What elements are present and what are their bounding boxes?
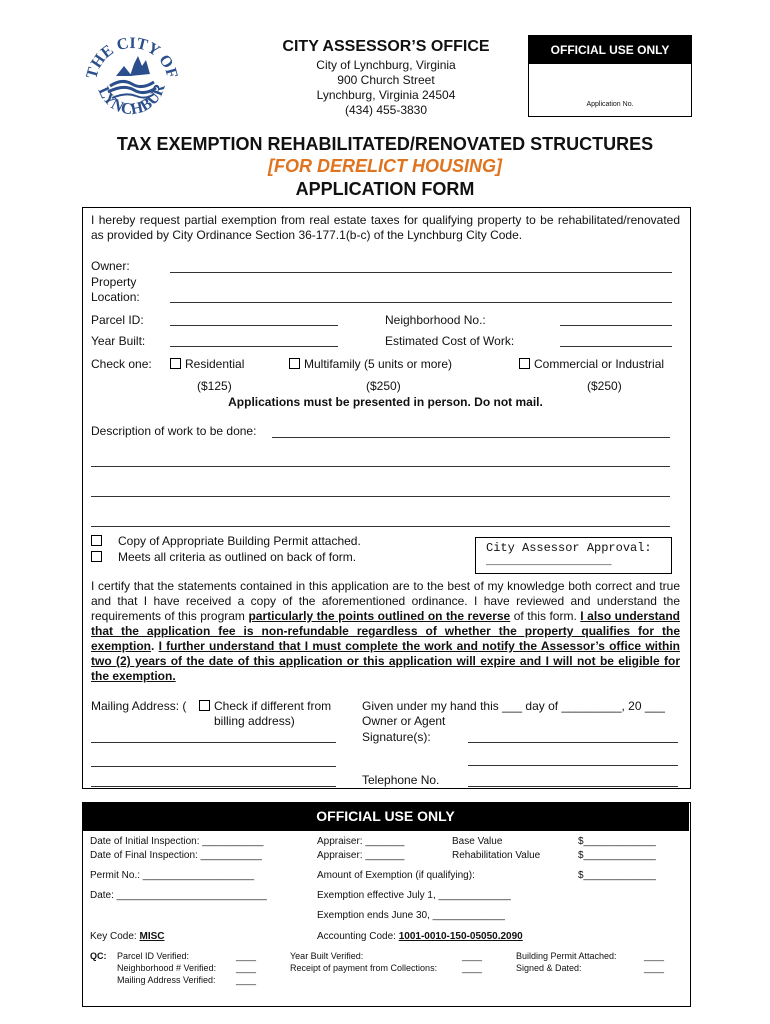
- parcel-verified: Parcel ID Verified:: [117, 951, 190, 961]
- key-code: [90, 930, 164, 943]
- base-value-field: $_____________: [578, 836, 656, 847]
- receipt-verified-blank: ____: [462, 963, 483, 973]
- description-field-4[interactable]: [91, 526, 670, 527]
- year-built-verified-blank: ____: [462, 951, 483, 961]
- criteria-checkbox[interactable]: [91, 551, 102, 562]
- certify-part-5: .: [151, 639, 159, 653]
- exemption-ends: Exemption ends June 30, _____________: [317, 910, 505, 921]
- telephone-field[interactable]: [468, 786, 678, 787]
- appraiser-2: Appraiser: _______: [317, 850, 405, 861]
- residential-option[interactable]: [170, 357, 244, 372]
- commercial-option[interactable]: [519, 357, 664, 372]
- cost-label: Estimated Cost of Work:: [385, 334, 515, 348]
- description-label: Description of work to be done:: [91, 424, 257, 438]
- certification-text: [91, 579, 680, 684]
- check-one-label: Check one:: [91, 357, 152, 371]
- phone-line: (434) 455-3830: [344, 103, 428, 117]
- key-code-value: MISC: [139, 931, 165, 942]
- svg-text:LYNCHBURG: LYNCHBUR: [94, 81, 169, 119]
- approval-label: City Assessor Approval:: [486, 541, 652, 555]
- residential-label: Residential: [185, 357, 245, 371]
- key-code-label: Key Code:: [90, 931, 140, 942]
- multifamily-label: Multifamily (5 units or more): [304, 357, 453, 371]
- property-label: Property: [91, 275, 137, 289]
- main-title: TAX EXEMPTION REHABILITATED/RENOVATED STRUCTURES: [116, 134, 654, 154]
- mailing-check[interactable]: [199, 699, 331, 714]
- neighborhood-verified: Neighborhood # Verified:: [117, 963, 217, 973]
- telephone-label: Telephone No.: [362, 773, 440, 787]
- criteria-check[interactable]: [91, 550, 356, 565]
- street-line: 900 Church Street: [337, 73, 435, 87]
- certify-part-3: of this form.: [510, 609, 581, 623]
- owner-label: Owner:: [91, 259, 130, 273]
- intro-text: I hereby request partial exemption from real estate taxes for qualifying property to be rehabilitated/renovated as provided by City Ordinance Section 36-177.1(b-c) of the Lynchburg City Code.: [91, 213, 680, 242]
- receipt-verified: Receipt of payment from Collections:: [290, 963, 438, 973]
- citystate-line: Lynchburg, Virginia 24504: [316, 88, 456, 102]
- fee-commercial: ($250): [587, 379, 622, 393]
- rehab-value-label: Rehabilitation Value: [452, 850, 541, 861]
- owner-agent-label: Owner or Agent: [362, 714, 446, 728]
- neighborhood-label: Neighborhood No.:: [385, 313, 486, 327]
- initial-inspection: Date of Initial Inspection: ___________: [90, 836, 264, 847]
- signed-dated-blank: ____: [644, 963, 665, 973]
- mailing-field-2[interactable]: [91, 766, 336, 767]
- office-title: CITY ASSESSOR’S OFFICE: [282, 38, 490, 55]
- mailing-label: Mailing Address: (: [91, 699, 187, 713]
- permit-check-label: Copy of Appropriate Building Permit attached.: [118, 534, 361, 548]
- mailing-check-label-2: billing address): [214, 714, 295, 728]
- official-use-title: OFFICIAL USE ONLY: [529, 36, 691, 64]
- mailing-check-label: Check if different from: [214, 699, 332, 713]
- signature-field-1[interactable]: [468, 742, 678, 743]
- multifamily-checkbox[interactable]: [289, 358, 300, 369]
- signature-field-2[interactable]: [468, 765, 678, 766]
- qc-label: QC:: [90, 951, 107, 961]
- certify-part-1: I certify that the statements contained in this application are to the best of my knowledge both correct and true and that I have received a copy of the aforementioned ordinance. I have reviewed and understand the requirements of this program: [91, 579, 680, 623]
- year-field[interactable]: [170, 346, 338, 347]
- mailing-verified: Mailing Address Verified:: [117, 975, 216, 985]
- location-label: Location:: [91, 290, 140, 304]
- description-field-3[interactable]: [91, 496, 670, 497]
- exemption-amount-label: Amount of Exemption (if qualifying):: [317, 870, 475, 881]
- parcel-verified-blank: ____: [236, 951, 257, 961]
- approval-blank: ___________________: [486, 556, 612, 568]
- description-field-2[interactable]: [91, 466, 670, 467]
- official-use-header: OFFICIAL USE ONLY: [82, 802, 689, 831]
- application-no-label: Application No.: [586, 101, 634, 108]
- certify-part-6: I further understand that I must complete the work and notify the Assessor’s office within two (2) years of the date of this application or this application will expire and I will not be eligible for the exemption.: [91, 639, 680, 683]
- derelict-subtitle: [FOR DERELICT HOUSING]: [268, 156, 502, 176]
- official-use-box: [528, 35, 692, 117]
- fee-residential: ($125): [197, 379, 232, 393]
- permit-checkbox[interactable]: [91, 535, 102, 546]
- accounting-code: [317, 930, 523, 943]
- certify-part-4: I also understand that the application fee is non-refundable regardless of whether the property qualifies for the exemption: [91, 609, 681, 653]
- given-under-hand: Given under my hand this ___ day of _________, 20 ___: [362, 699, 665, 713]
- exemption-amount-field: $_____________: [578, 870, 656, 881]
- exemption-effective: Exemption effective July 1, _____________: [317, 890, 511, 901]
- assessor-approval-box[interactable]: [475, 537, 672, 574]
- cost-field[interactable]: [560, 346, 672, 347]
- accounting-code-label: Accounting Code:: [317, 931, 399, 942]
- certify-part-2: particularly the points outlined on the reverse: [248, 609, 511, 623]
- application-form-title: APPLICATION FORM: [295, 179, 475, 199]
- city-seal-logo: [82, 22, 180, 134]
- year-built-verified: Year Built Verified:: [290, 951, 364, 961]
- neighborhood-field[interactable]: [560, 325, 672, 326]
- permit-check[interactable]: [91, 534, 361, 549]
- base-value-label: Base Value: [452, 836, 503, 847]
- location-field[interactable]: [170, 302, 672, 303]
- parcel-label: Parcel ID:: [91, 313, 144, 327]
- mailing-checkbox[interactable]: [199, 700, 210, 711]
- permit-no: Permit No.: ____________________: [90, 870, 255, 881]
- signed-dated: Signed & Dated:: [516, 963, 582, 973]
- mailing-field-3[interactable]: [91, 786, 336, 787]
- owner-field[interactable]: [170, 272, 672, 273]
- building-permit-blank: ____: [644, 951, 665, 961]
- city-line: City of Lynchburg, Virginia: [316, 58, 456, 72]
- commercial-label: Commercial or Industrial: [534, 357, 665, 371]
- svg-text:THE CITY OF: THE CITY OF: [83, 34, 180, 81]
- date-field: Date: ___________________________: [90, 890, 267, 901]
- commercial-checkbox[interactable]: [519, 358, 530, 369]
- mailing-verified-blank: ____: [236, 975, 257, 985]
- neighborhood-verified-blank: ____: [236, 963, 257, 973]
- multifamily-option[interactable]: [289, 357, 452, 372]
- appraiser-1: Appraiser: _______: [317, 836, 405, 847]
- mailing-field-1[interactable]: [91, 742, 336, 743]
- final-inspection: Date of Final Inspection: ___________: [90, 850, 262, 861]
- criteria-check-label: Meets all criteria as outlined on back of form.: [118, 550, 357, 564]
- description-field-1[interactable]: [272, 437, 670, 438]
- residential-checkbox[interactable]: [170, 358, 181, 369]
- in-person-notice: Applications must be presented in person. Do not mail.: [228, 395, 543, 409]
- signature-label: Signature(s):: [362, 730, 431, 744]
- year-label: Year Built:: [91, 334, 146, 348]
- accounting-code-value: 1001-0010-150-05050.2090: [398, 931, 523, 942]
- fee-multifamily: ($250): [366, 379, 401, 393]
- parcel-field[interactable]: [170, 325, 338, 326]
- rehab-value-field: $_____________: [578, 850, 656, 861]
- building-permit-attached: Building Permit Attached:: [516, 951, 617, 961]
